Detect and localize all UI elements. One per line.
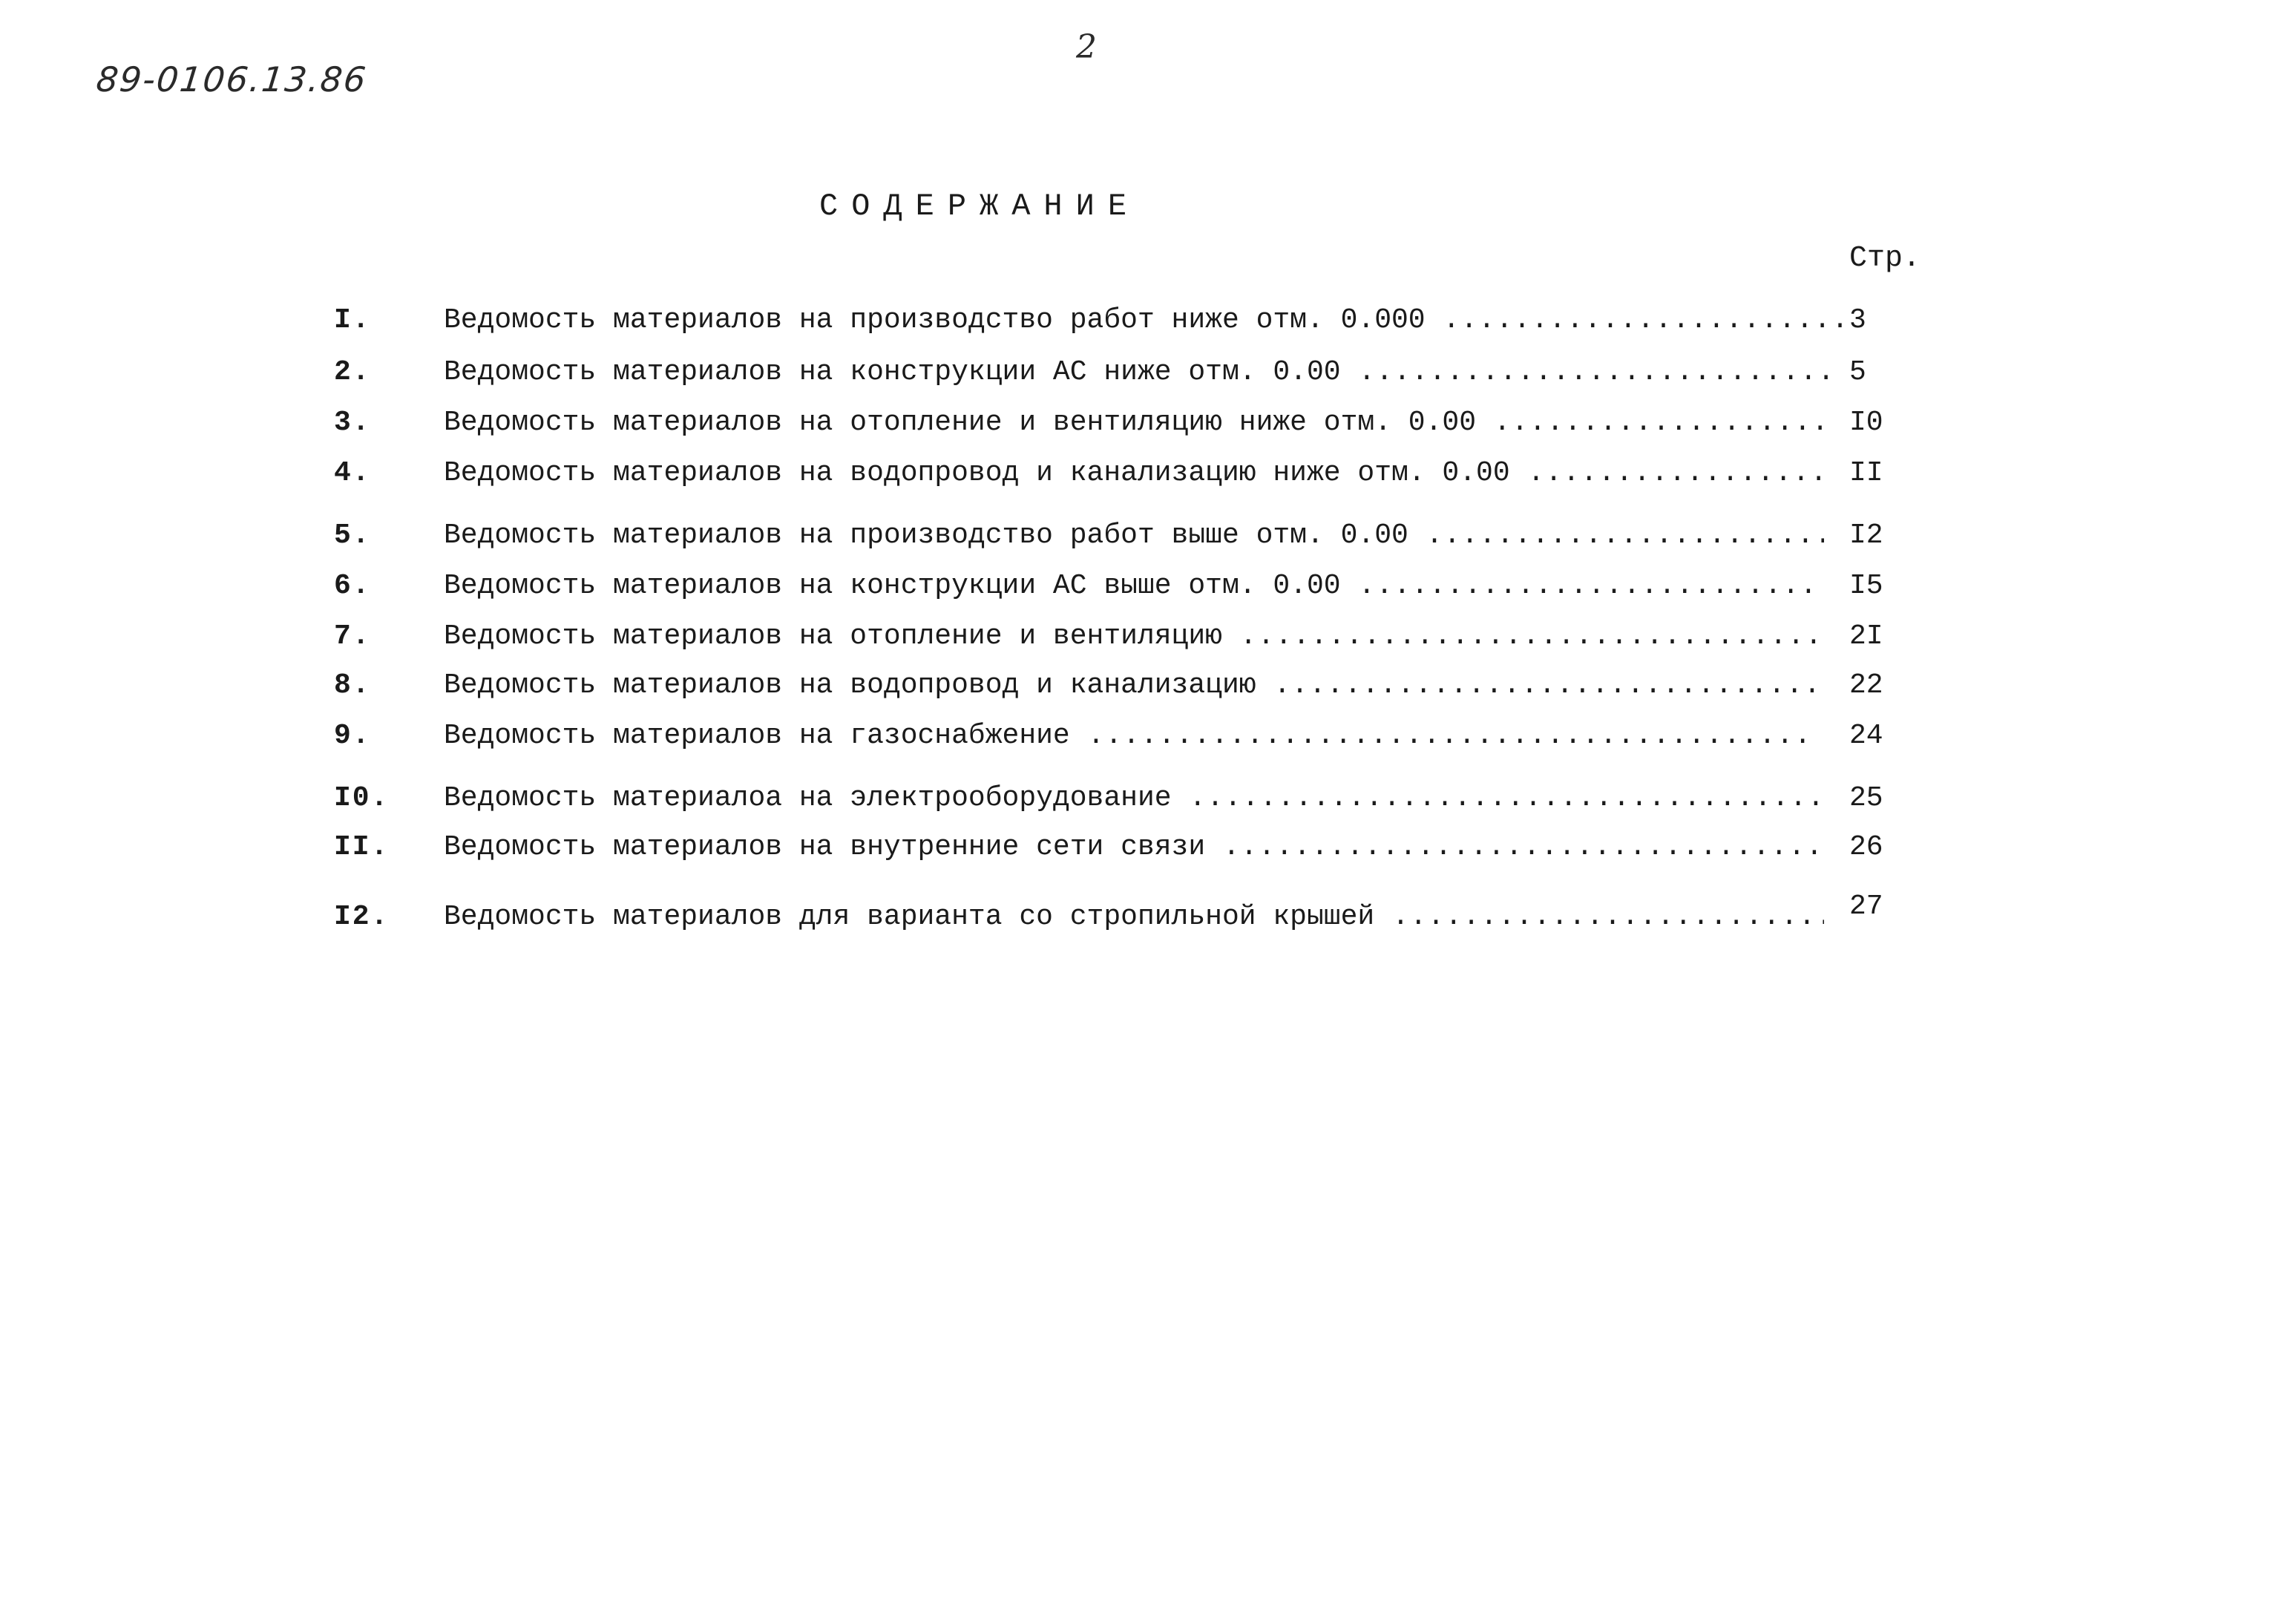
toc-item-page: 22: [1849, 669, 1883, 701]
toc-item-page: 5: [1849, 356, 1866, 388]
toc-item-page: I0: [1849, 407, 1883, 439]
toc-item-title: Ведомость материалов на конструкции АС выше отм. 0.00 .....: [444, 564, 1824, 609]
toc-item-title: Ведомость материалов на внутренние сети связи .....: [444, 825, 1824, 870]
toc-item: [0, 614, 2296, 659]
toc-item-title: Ведомость материалов на производство работ выше отм. 0.00 .....: [444, 514, 1824, 558]
toc-item: [0, 663, 2296, 708]
toc-item-number: 2.: [334, 356, 371, 388]
toc-item: [0, 564, 2296, 609]
toc-item-number: 7.: [334, 620, 371, 652]
toc-item-number: 9.: [334, 720, 371, 752]
toc-item-page: I2: [1849, 519, 1883, 551]
toc-item-number: 6.: [334, 570, 371, 602]
toc-item-page: 25: [1849, 782, 1883, 814]
toc-item-page: 27: [1849, 891, 1883, 922]
toc-item: [0, 891, 2296, 940]
toc-item: [0, 825, 2296, 870]
toc-item-number: 3.: [334, 407, 371, 439]
toc-item-page: 2I: [1849, 620, 1883, 652]
toc-item-title: Ведомость материалов на водопровод и канализацию .....: [444, 663, 1824, 708]
toc-item-title: Ведомость материалов на отопление и вентиляцию .....: [444, 614, 1824, 659]
toc-item-page: I5: [1849, 570, 1883, 602]
toc-item-number: I0.: [334, 782, 390, 814]
toc-item-title: Ведомость материалов на водопровод и канализацию ниже отм. 0.00 .....: [444, 451, 1824, 496]
toc-item: [0, 451, 2296, 496]
toc-title: СОДЕРЖАНИЕ: [819, 188, 1141, 224]
toc-item: [0, 401, 2296, 445]
page-number: 2: [1076, 28, 1097, 66]
toc-item-title: Ведомость материалов на конструкции АС ниже отм. 0.00 .....: [444, 350, 1839, 395]
toc-item-title: Ведомость материалоа на электрооборудование .....: [444, 776, 1824, 821]
toc-item: [0, 350, 2296, 395]
toc-item-page: II: [1849, 457, 1883, 489]
page-column-label: Стр.: [1849, 242, 1921, 275]
toc-item-page: 3: [1849, 304, 1866, 336]
toc-item-number: I2.: [334, 901, 390, 933]
toc-item-number: 5.: [334, 519, 371, 551]
toc-item: [0, 776, 2296, 821]
toc-item-title: Ведомость материалов на отопление и вентиляцию ниже отм. 0.00 .....: [444, 401, 1824, 445]
toc-item-number: II.: [334, 831, 390, 863]
toc-item-title: Ведомость материалов для варианта со стропильной крышей .....: [444, 895, 1824, 940]
toc-item-title: Ведомость материалов на газоснабжение .....: [444, 714, 1809, 758]
toc-item: [0, 714, 2296, 758]
toc-item: [0, 298, 2296, 343]
toc-item-page: 24: [1849, 720, 1883, 752]
toc-item-title: Ведомость материалов на производство работ ниже отм. 0.000 .....: [444, 298, 1850, 343]
document-code: 89-0106.13.86: [94, 59, 370, 99]
toc-item-number: 8.: [334, 669, 371, 701]
toc-item-page: 26: [1849, 831, 1883, 863]
toc-item-number: 4.: [334, 457, 371, 489]
toc-item-number: I.: [334, 304, 371, 336]
toc-item: [0, 514, 2296, 558]
